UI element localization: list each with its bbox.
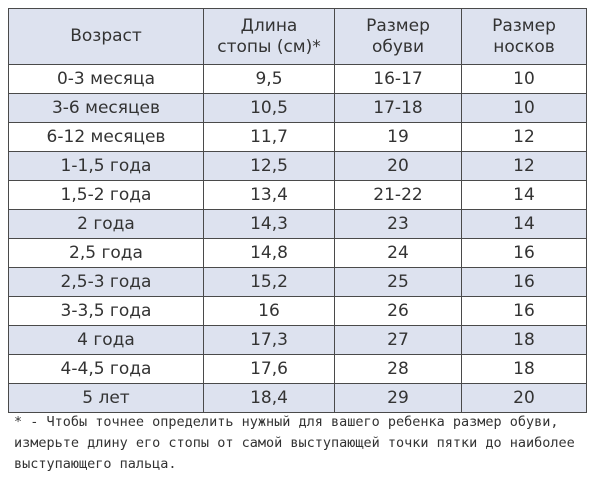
cell-sock-size: 10 xyxy=(462,94,587,123)
cell-sock-size: 12 xyxy=(462,152,587,181)
table-row xyxy=(9,181,587,210)
cell-shoe-size: 24 xyxy=(335,239,462,268)
table-row xyxy=(9,239,587,268)
cell-foot-length: 15,2 xyxy=(204,268,335,297)
header-foot-length xyxy=(204,9,335,65)
size-chart-table xyxy=(8,8,587,413)
cell-foot-length: 9,5 xyxy=(204,65,335,94)
cell-foot-length: 12,5 xyxy=(204,152,335,181)
table-row xyxy=(9,326,587,355)
header-age xyxy=(9,9,204,65)
cell-sock-size: 18 xyxy=(462,326,587,355)
table-header-row xyxy=(9,9,587,65)
cell-shoe-size: 29 xyxy=(335,384,462,413)
cell-age: 3-6 месяцев xyxy=(9,94,204,123)
header-shoe-size xyxy=(335,9,462,65)
cell-shoe-size: 16-17 xyxy=(335,65,462,94)
cell-shoe-size: 26 xyxy=(335,297,462,326)
cell-sock-size: 14 xyxy=(462,181,587,210)
cell-foot-length: 11,7 xyxy=(204,123,335,152)
cell-age: 6-12 месяцев xyxy=(9,123,204,152)
cell-sock-size: 16 xyxy=(462,268,587,297)
cell-sock-size: 14 xyxy=(462,210,587,239)
cell-shoe-size: 17-18 xyxy=(335,94,462,123)
cell-age: 3-3,5 года xyxy=(9,297,204,326)
cell-age: 2,5-3 года xyxy=(9,268,204,297)
cell-shoe-size: 20 xyxy=(335,152,462,181)
cell-sock-size: 16 xyxy=(462,239,587,268)
cell-sock-size: 10 xyxy=(462,65,587,94)
cell-shoe-size: 25 xyxy=(335,268,462,297)
footnote: * - Чтобы точнее определить нужный для вашего ребенка размер обуви, измерьте длину его стопы от самой выступающей точки пятки до наиболее выступающего пальца. xyxy=(14,414,575,472)
header-foot-length-line2: стопы (см)* xyxy=(217,36,321,57)
table-row xyxy=(9,65,587,94)
header-shoe-size-line2: обуви xyxy=(371,36,424,57)
cell-foot-length: 13,4 xyxy=(204,181,335,210)
cell-age: 2 года xyxy=(9,210,204,239)
cell-foot-length: 18,4 xyxy=(204,384,335,413)
table-row xyxy=(9,152,587,181)
header-sock-size xyxy=(462,9,587,65)
cell-shoe-size: 19 xyxy=(335,123,462,152)
cell-age: 4 года xyxy=(9,326,204,355)
cell-foot-length: 17,6 xyxy=(204,355,335,384)
cell-sock-size: 20 xyxy=(462,384,587,413)
cell-foot-length: 14,8 xyxy=(204,239,335,268)
header-age-label: Возраст xyxy=(70,26,142,46)
cell-foot-length: 16 xyxy=(204,297,335,326)
cell-shoe-size: 27 xyxy=(335,326,462,355)
cell-age: 4-4,5 года xyxy=(9,355,204,384)
cell-foot-length: 10,5 xyxy=(204,94,335,123)
table-row xyxy=(9,123,587,152)
cell-age: 1-1,5 года xyxy=(9,152,204,181)
table-row xyxy=(9,94,587,123)
header-shoe-size-line1: Размер xyxy=(366,15,430,36)
cell-sock-size: 12 xyxy=(462,123,587,152)
table-row xyxy=(9,210,587,239)
cell-foot-length: 14,3 xyxy=(204,210,335,239)
cell-foot-length: 17,3 xyxy=(204,326,335,355)
cell-age: 2,5 года xyxy=(9,239,204,268)
cell-sock-size: 18 xyxy=(462,355,587,384)
cell-age: 0-3 месяца xyxy=(9,65,204,94)
table-row xyxy=(9,384,587,413)
header-sock-size-line1: Размер xyxy=(492,15,556,36)
cell-sock-size: 16 xyxy=(462,297,587,326)
header-foot-length-line1: Длина xyxy=(240,15,298,36)
cell-shoe-size: 21-22 xyxy=(335,181,462,210)
cell-age: 1,5-2 года xyxy=(9,181,204,210)
table-row xyxy=(9,355,587,384)
header-sock-size-line2: носков xyxy=(493,36,555,57)
cell-age: 5 лет xyxy=(9,384,204,413)
cell-shoe-size: 23 xyxy=(335,210,462,239)
cell-shoe-size: 28 xyxy=(335,355,462,384)
table-row xyxy=(9,297,587,326)
table-row xyxy=(9,268,587,297)
